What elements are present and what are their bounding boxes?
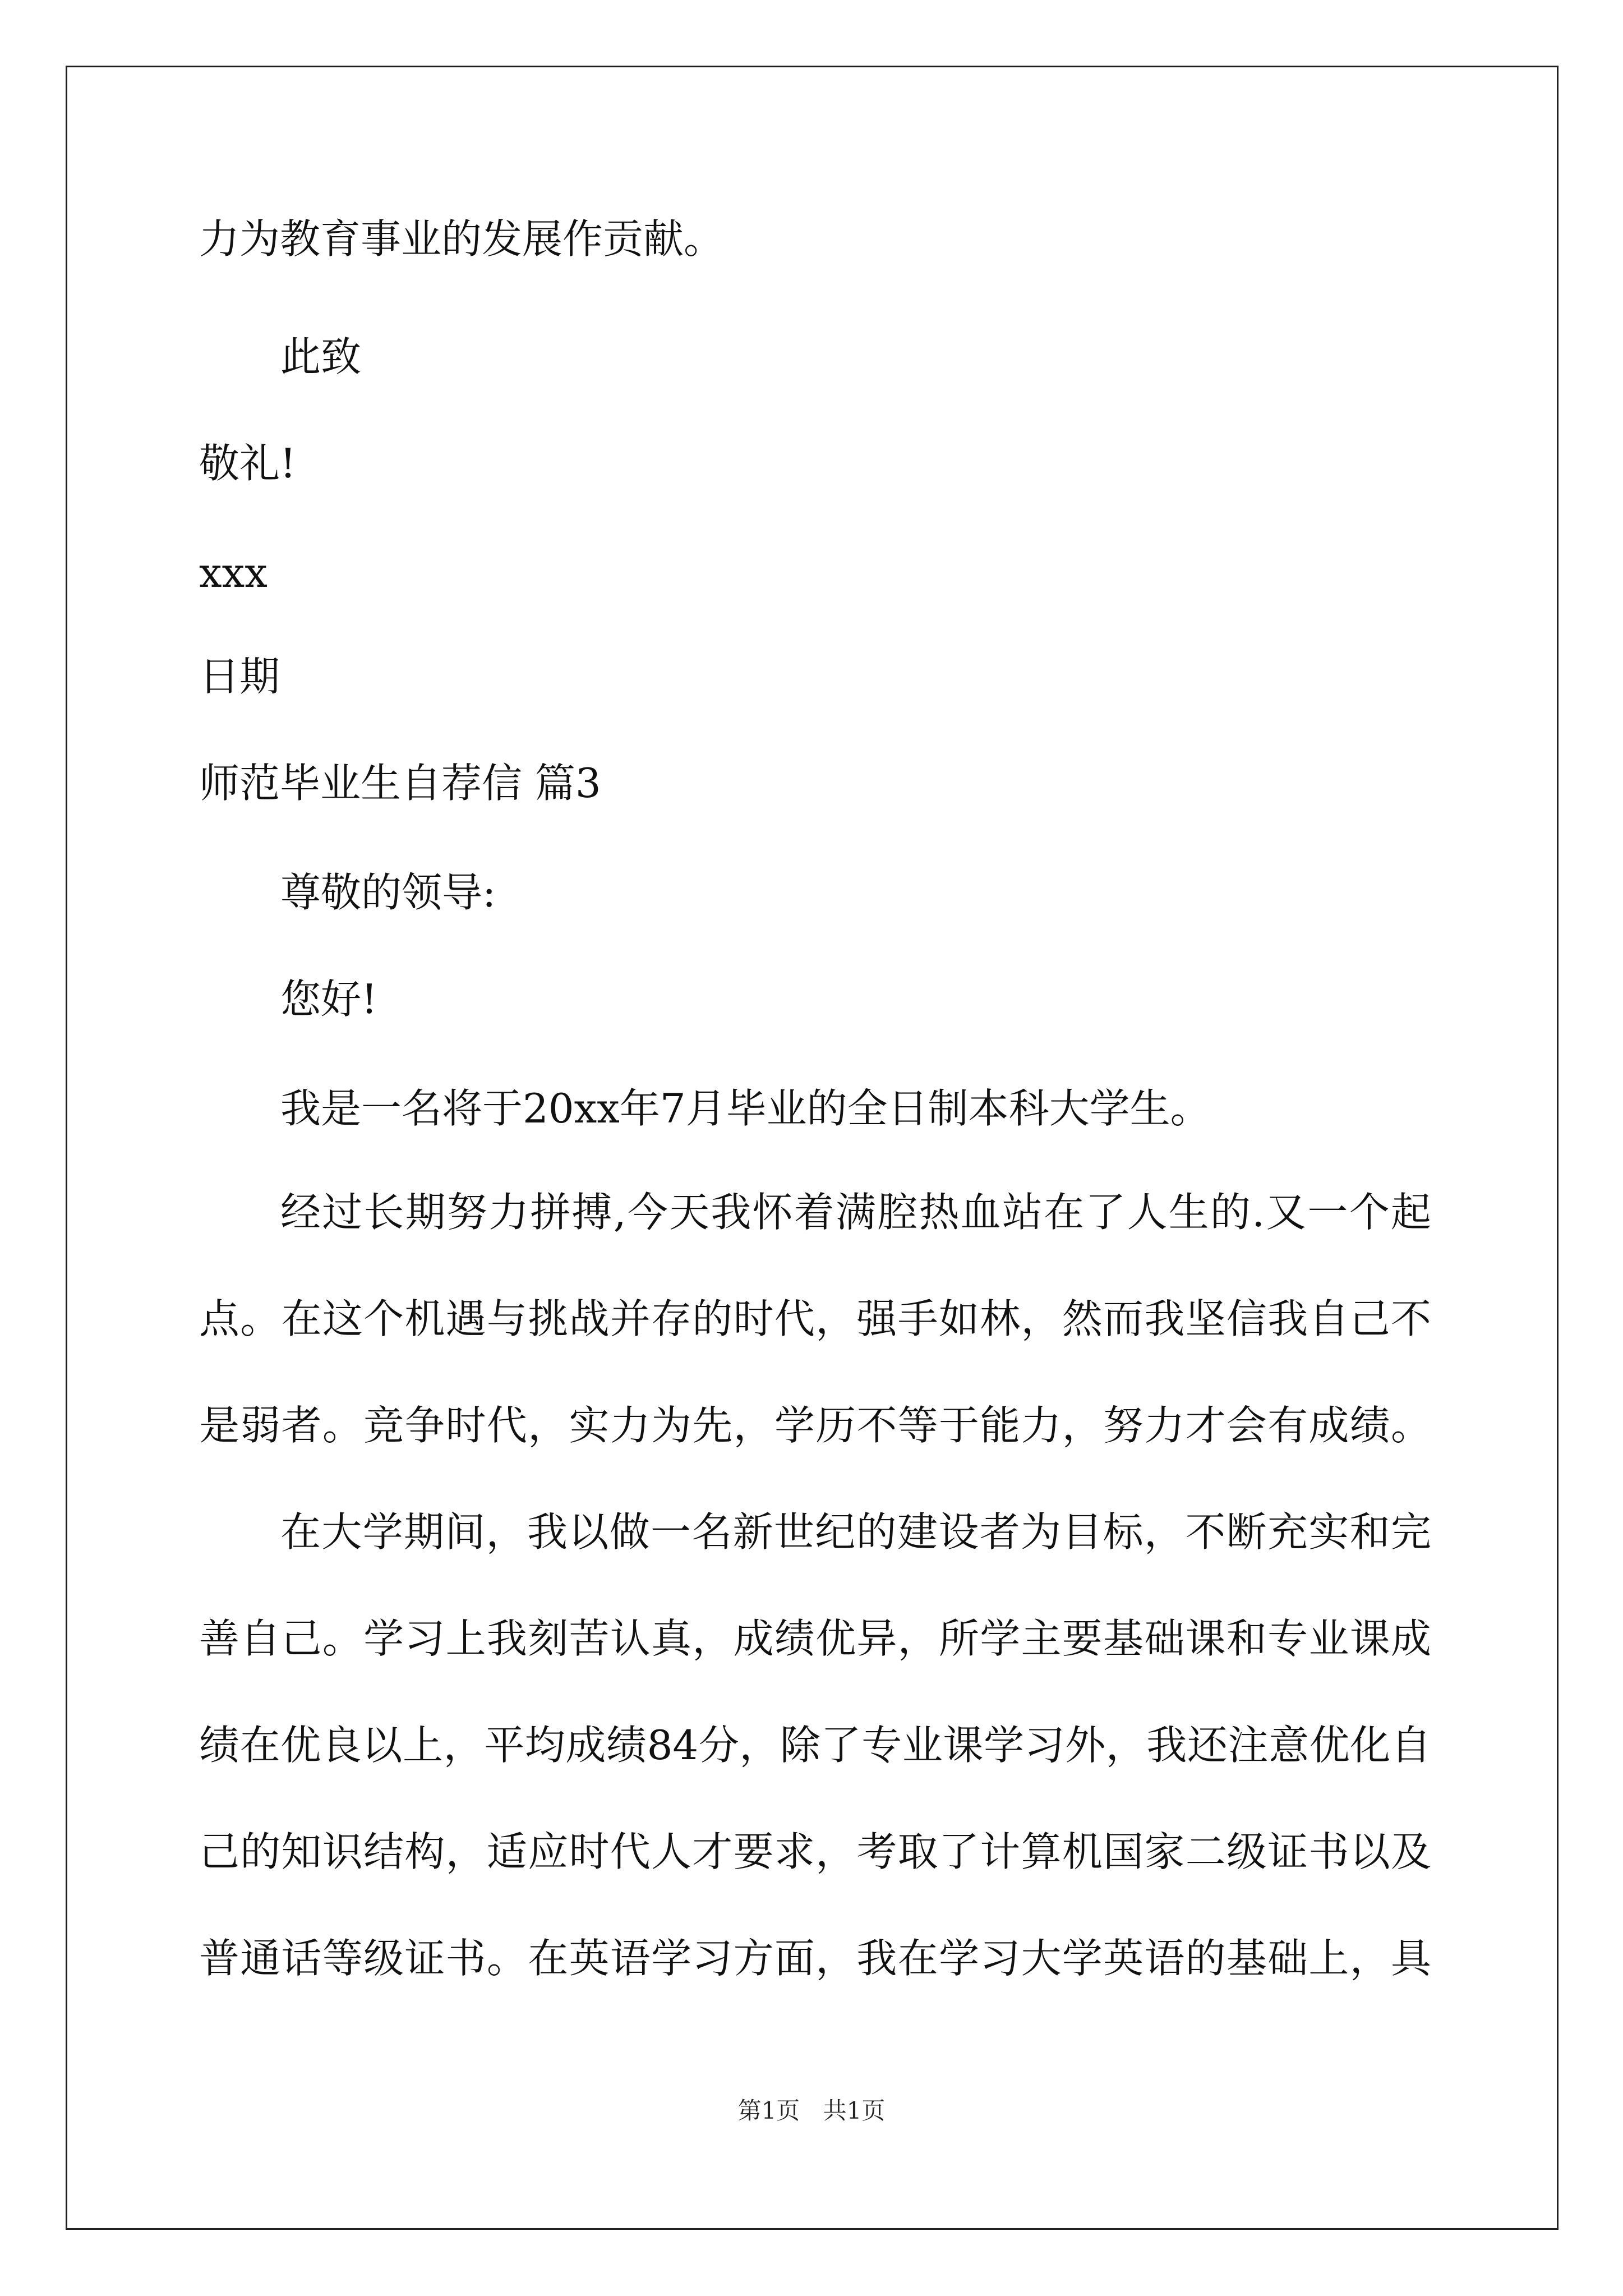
- paragraph-line: 经过长期努力拼搏,今天我怀着满腔热血站在了人生的.又一个起: [280, 1189, 1431, 1236]
- letter-hello: 您好!: [280, 976, 377, 1023]
- paragraph-line: 普通话等级证书。在英语学习方面，我在学习大学英语的基础上，具: [199, 1935, 1431, 1982]
- paragraph-line: 点。在这个机遇与挑战并存的时代，强手如林，然而我坚信我自己不: [199, 1295, 1431, 1342]
- paragraph-line: 是弱者。竞争时代，实力为先，学历不等于能力，努力才会有成绩。: [199, 1402, 1431, 1449]
- closing-regards: 敬礼!: [199, 440, 296, 487]
- paragraph-line: 绩在优良以上，平均成绩84分，除了专业课学习外，我还注意优化自: [199, 1722, 1431, 1769]
- document-body: [199, 0, 1433, 2076]
- paragraph-line: 在大学期间，我以做一名新世纪的建设者为目标，不断充实和完: [280, 1508, 1431, 1556]
- page-number: 第1页: [737, 2097, 800, 2124]
- letter-greeting: 尊敬的领导:: [280, 869, 496, 916]
- section-heading: 师范毕业生自荐信 篇3: [199, 760, 601, 807]
- signature-name: xxx: [199, 549, 268, 596]
- page-footer: [0, 2092, 1623, 2126]
- paragraph-line: 善自己。学习上我刻苦认真，成绩优异，所学主要基础课和专业课成: [199, 1615, 1431, 1662]
- paragraph-line: 我是一名将于20xx年7月毕业的全日制本科大学生。: [280, 1085, 1211, 1132]
- page-total: 共1页: [823, 2097, 886, 2124]
- paragraph-line: 力为教育事业的发展作贡献。: [199, 215, 725, 263]
- paragraph-line: 己的知识结构，适应时代人才要求，考取了计算机国家二级证书以及: [199, 1828, 1431, 1875]
- closing-salutation: 此致: [280, 333, 362, 380]
- signature-date: 日期: [199, 653, 280, 700]
